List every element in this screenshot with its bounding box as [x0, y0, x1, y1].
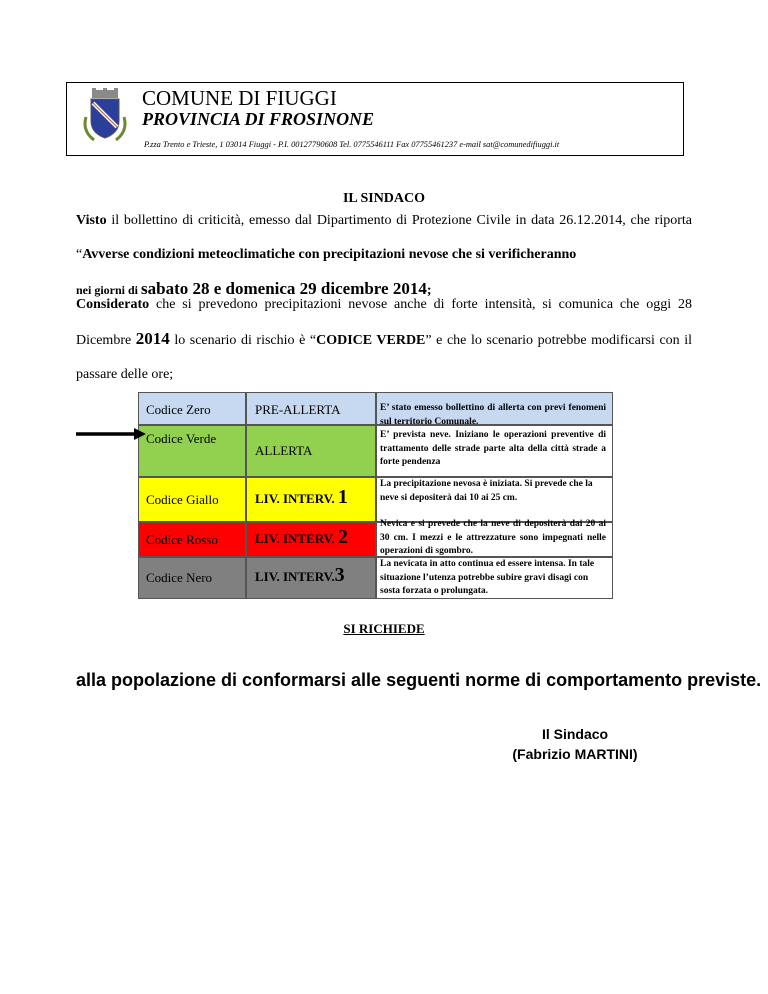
- code-cell-nero: Codice Nero: [138, 557, 246, 599]
- level-label: LIV. INTERV.: [255, 491, 338, 506]
- provincia-subtitle: PROVINCIA DI FROSINONE: [142, 109, 375, 129]
- code-cell-verde: Codice Verde: [138, 425, 246, 477]
- signature-name: (Fabrizio MARTINI): [512, 746, 638, 762]
- scenario-text: lo scenario di rischio è “: [169, 333, 317, 348]
- level-label: ALLERTA: [255, 443, 313, 458]
- code-cell-giallo: Codice Giallo: [138, 477, 246, 522]
- comune-title: COMUNE DI FIUGGI: [142, 86, 337, 110]
- coat-of-arms-icon: [80, 87, 130, 145]
- level-label: PRE-ALLERTA: [255, 402, 341, 417]
- giorni-text: nei giorni di: [76, 283, 142, 297]
- codice-verde-text: CODICE VERDE: [316, 333, 426, 348]
- level-number: 1: [337, 486, 348, 508]
- visto-text: il bollettino di criticità, emesso dal Dipartimento di Protezione Civile in data 26.12.2014, che riporta “: [76, 213, 692, 262]
- dates-text: sabato 28 e domenica 29 dicembre 2014: [141, 279, 427, 298]
- avverse-text: Avverse condizioni meteoclimatiche con precipitazioni nevose che si verificheranno: [82, 247, 577, 262]
- desc-text-zero: E’ stato emesso bollettino di allerta con previ fenomeni sul territorio Comunale.: [380, 403, 606, 427]
- document-title: IL SINDACO: [342, 191, 426, 206]
- popolazione-text: alla popolazione di conformarsi alle seguenti norme di comportamento previste.: [76, 670, 762, 690]
- desc-text-rosso: Nevica e si prevede che la neve di depositerà dai 20 ai 30 cm. I mezzi e le attrezzature sono impegnati nelle operazioni di sgombro.: [380, 519, 606, 556]
- visto-label: Visto: [76, 213, 107, 228]
- level-cell-zero: [246, 392, 376, 425]
- signature-role: Il Sindaco: [541, 726, 609, 742]
- paragraph-considerato: [76, 288, 692, 392]
- year-text: 2014: [135, 329, 170, 348]
- desc-text-giallo: La precipitazione nevosa è iniziata. Si prevede che la neve si depositerà dai 10 ai 25 cm.: [380, 479, 593, 503]
- arrow-right-icon: [76, 426, 148, 447]
- code-cell-zero: Codice Zero: [138, 392, 246, 425]
- level-cell-giallo: [246, 477, 376, 522]
- level-number: 3: [334, 564, 345, 586]
- level-number: 2: [337, 526, 348, 548]
- address-line: P.zza Trento e Trieste, 1 03014 Fiuggi - P.I. 00127790608 Tel. 0775546111 Fax 07755461237 e-mail sat@comunedifiuggi.it: [144, 140, 560, 149]
- desc-text-nero: La nevicata in atto continua ed essere intensa. In tale situazione l’utenza potrebbe subire gravi disagi con sosta forzata o prolungata.: [380, 559, 595, 596]
- level-cell-nero: [246, 557, 376, 599]
- si-richiede-heading: SI RICHIEDE: [343, 621, 425, 636]
- semicolon: ;: [426, 283, 432, 298]
- level-label: LIV. INTERV.: [255, 531, 338, 546]
- code-cell-rosso: Codice Rosso: [138, 522, 246, 557]
- desc-text-verde: E’ prevista neve. Iniziano le operazioni preventive di trattamento delle strade parte alta della città strade a forte pendenza: [380, 430, 606, 467]
- considerato-label: Considerato: [76, 297, 150, 312]
- level-label: LIV. INTERV.: [255, 569, 335, 584]
- modificarsi-text: ” e che lo scenario potrebbe modificarsi con il passare delle ore;: [76, 333, 693, 382]
- level-cell-rosso: [246, 522, 376, 557]
- considerato-text: che si prevedono precipitazioni nevose anche di forte intensità, si comunica che oggi 28 Dicembre: [76, 297, 692, 348]
- level-cell-verde: [246, 425, 376, 477]
